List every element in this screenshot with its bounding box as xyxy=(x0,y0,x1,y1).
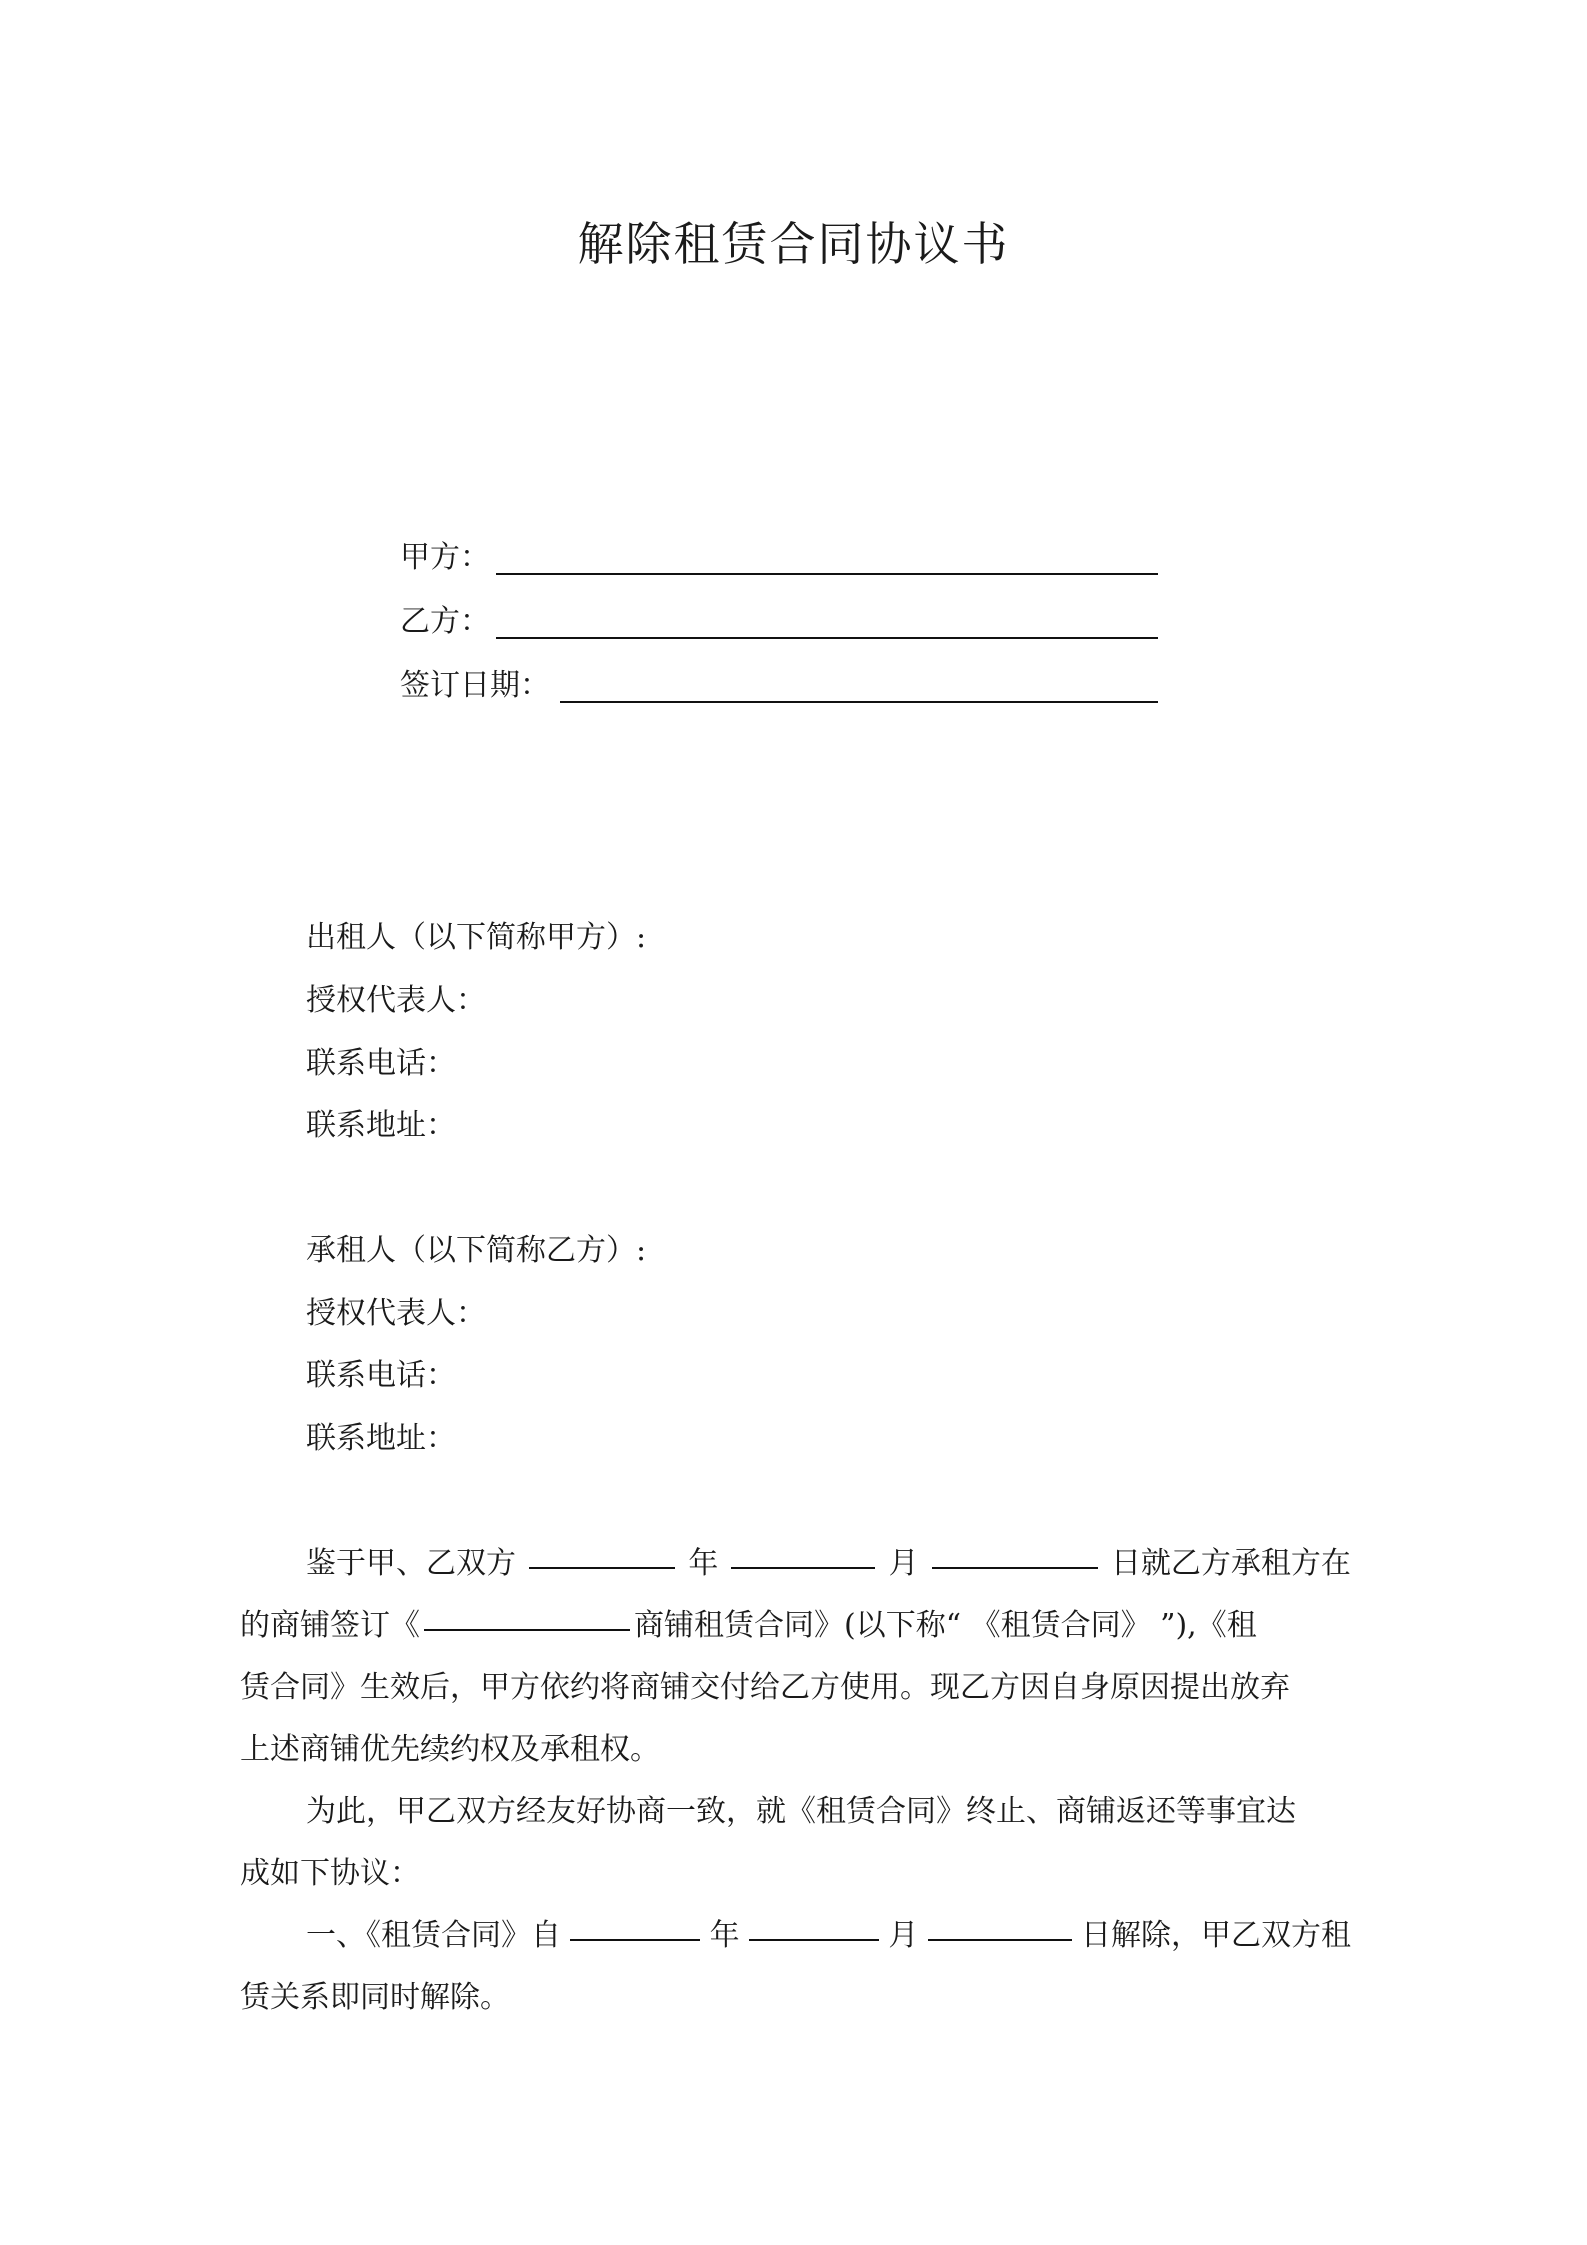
para2-text-b: 成如下协议： xyxy=(240,1856,420,1891)
party-a-blank[interactable] xyxy=(496,573,1158,575)
para3-text-a: 一、《租赁合同》自 xyxy=(306,1918,561,1953)
para3-text-b: 日解除，甲乙双方租 xyxy=(1080,1918,1351,1953)
para1-text-a: 鉴于甲、乙双方 xyxy=(306,1546,516,1581)
para1-text-e: 赁合同》生效后，甲方依约将商铺交付给乙方使用。现乙方因自身原因提出放弃 xyxy=(240,1670,1290,1705)
sign-date-blank[interactable] xyxy=(560,701,1158,703)
month-label: 月 xyxy=(888,1546,919,1581)
party-b-label: 乙方： xyxy=(400,604,490,639)
terminate-month-blank[interactable] xyxy=(749,1905,879,1941)
party-a-label: 甲方： xyxy=(400,540,490,575)
para2-line1 xyxy=(240,1781,1351,1843)
terminate-year-label: 年 xyxy=(709,1918,740,1953)
para2-line2 xyxy=(240,1843,1351,1905)
lessee-heading: 承租人（以下简称乙方）: xyxy=(306,1233,647,1268)
para1-line1 xyxy=(240,1533,1351,1595)
lessee-rep-label: 授权代表人： xyxy=(306,1296,486,1331)
terminate-day-blank[interactable] xyxy=(928,1905,1072,1941)
sign-year-blank[interactable] xyxy=(529,1533,675,1569)
para1-line3 xyxy=(240,1657,1351,1719)
para1-text-b: 日就乙方承租方在 xyxy=(1110,1546,1351,1581)
lessor-address-label: 联系地址： xyxy=(306,1108,456,1143)
para3-line2 xyxy=(240,1967,1351,2029)
para3-text-c: 赁关系即同时解除。 xyxy=(240,1980,510,2015)
lessee-phone-label: 联系电话： xyxy=(306,1358,456,1393)
sign-date-label: 签订日期： xyxy=(400,668,550,703)
sign-month-blank[interactable] xyxy=(731,1533,875,1569)
para1-text-f: 上述商铺优先续约权及承租权。 xyxy=(240,1732,660,1767)
lessee-address-label: 联系地址： xyxy=(306,1421,456,1456)
lessor-rep-label: 授权代表人： xyxy=(306,983,486,1018)
party-a-row xyxy=(400,536,1160,580)
para1-line2 xyxy=(240,1595,1351,1657)
lessor-phone-label: 联系电话： xyxy=(306,1046,456,1081)
para1-text-d: 商铺租赁合同》(以下称“ 《租赁合同》 ”),《租 xyxy=(634,1608,1257,1643)
agreement-body xyxy=(240,1533,1351,2029)
para1-text-c: 的商铺签订《 xyxy=(240,1608,420,1643)
party-b-row xyxy=(400,600,1160,644)
party-b-blank[interactable] xyxy=(496,637,1158,639)
document-title: 解除租赁合同协议书 xyxy=(577,217,1010,271)
terminate-year-blank[interactable] xyxy=(570,1905,700,1941)
para1-line4 xyxy=(240,1719,1351,1781)
para3-line1 xyxy=(240,1905,1351,1967)
year-label: 年 xyxy=(688,1546,719,1581)
sign-date-row xyxy=(400,664,1160,708)
sign-day-blank[interactable] xyxy=(932,1533,1098,1569)
terminate-month-label: 月 xyxy=(888,1918,919,1953)
shop-name-blank[interactable] xyxy=(424,1595,630,1631)
lessor-heading: 出租人（以下简称甲方）: xyxy=(306,920,647,955)
para2-text-a: 为此，甲乙双方经友好协商一致，就《租赁合同》终止、商铺返还等事宜达 xyxy=(306,1794,1296,1829)
